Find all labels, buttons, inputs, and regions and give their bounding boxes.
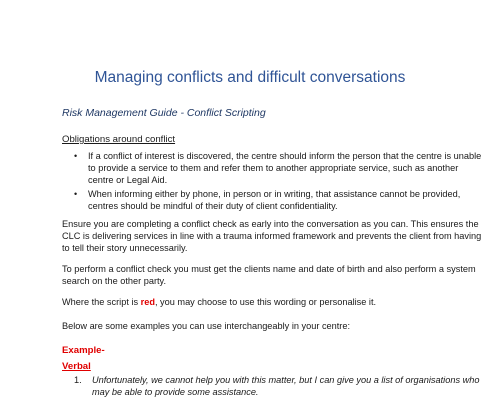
section-heading: Obligations around conflict	[62, 134, 176, 145]
bullet-item	[62, 150, 482, 186]
script-note-text-end: , you may choose to use this wording or personalise it.	[154, 297, 377, 307]
page-title: Managing conflicts and difficult conversations	[94, 69, 406, 86]
verbal-label: Verbal	[62, 361, 91, 372]
script-note-text: Where the script is	[62, 297, 141, 307]
bullet-item	[62, 188, 482, 212]
bullet-text: If a conflict of interest is discovered, the centre should inform the person that the centre is unable to provide a service to them and refer them to another appropriate service, such as another centre or Legal Aid.	[88, 151, 482, 185]
bullet-text: When informing either by phone, in person or in writing, that assistance cannot be provided, centres should be mindful of their duty of client confidentiality.	[88, 189, 461, 211]
paragraph-script-red-note	[62, 296, 482, 308]
obligations-bullet-list	[62, 150, 482, 214]
verbal-examples-list	[62, 374, 482, 398]
paragraph-perform-conflict-check: To perform a conflict check you must get the clients name and date of birth and also perform a system search on the other party.	[62, 264, 476, 286]
numbered-item	[62, 374, 482, 398]
example-label: Example-	[62, 345, 105, 356]
bullet-dot-icon: •	[74, 189, 78, 199]
paragraph-examples-intro: Below are some examples you can use interchangeably in your centre:	[62, 321, 351, 331]
paragraph-conflict-check-early: Ensure you are completing a conflict check as early into the conversation as you can. This ensures the CLC is delivering services in line with a trauma informed framework and prevents the client from having to tell their story unnecessarily.	[62, 219, 482, 253]
red-word: red	[140, 297, 155, 307]
document-subtitle: Risk Management Guide - Conflict Scripting	[62, 107, 266, 119]
item-number: 1.	[74, 375, 82, 385]
item-text: Unfortunately, we cannot help you with this matter, but I can give you a list of organisations who may be able to provide some assistance.	[92, 375, 480, 397]
bullet-dot-icon: •	[74, 151, 78, 161]
